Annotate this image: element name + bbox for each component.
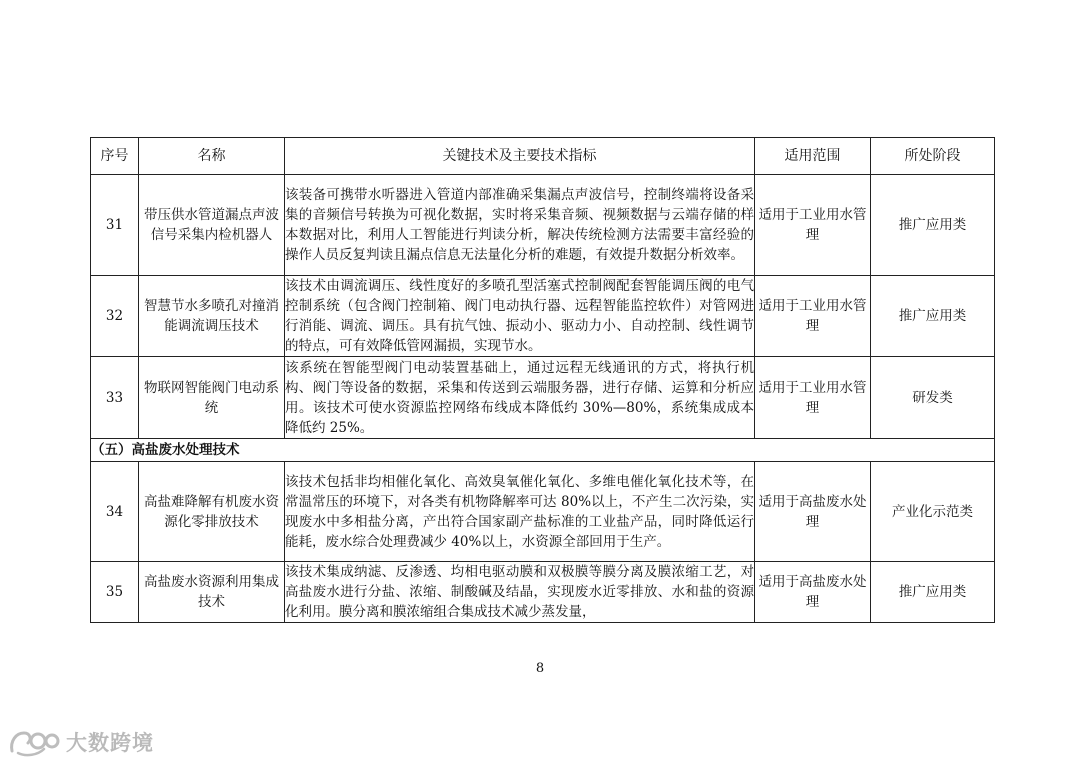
header-name: 名称: [139, 138, 285, 175]
table-header-row: [91, 138, 995, 175]
row-scope: 适用于工业用水管理: [755, 357, 871, 439]
row-desc: 该系统在智能型阀门电动装置基础上，通过远程无线通讯的方式，将执行机构、阀门等设备的数据，采集和传送到云端服务器，进行存储、运算和分析应用。该技术可使水资源监控网络布线成本降低约 30%—80%，系统集成成本降低约 25%。: [285, 357, 755, 439]
row-scope: 适用于高盐废水处理: [755, 462, 871, 562]
row-num: 33: [91, 357, 139, 439]
row-name: 高盐难降解有机废水资源化零排放技术: [139, 462, 285, 562]
row-stage: 研发类: [871, 357, 995, 439]
page-number: 8: [535, 661, 545, 676]
row-name: 带压供水管道漏点声波信号采集内检机器人: [139, 175, 285, 276]
row-num: 35: [91, 562, 139, 623]
table-row: [91, 462, 995, 562]
row-name: 智慧节水多喷孔对撞消能调流调压技术: [139, 276, 285, 357]
row-desc: 该技术由调流调压、线性度好的多喷孔型活塞式控制阀配套智能调压阀的电气控制系统（包含阀门控制箱、阀门电动执行器、远程智能监控软件）对管网进行消能、调流、调压。具有抗气蚀、振动小、驱动力小、自动控制、线性调节的特点，可有效降低管网漏损，实现节水。: [285, 276, 755, 357]
header-stage: 所处阶段: [871, 138, 995, 175]
row-stage: 推广应用类: [871, 175, 995, 276]
row-desc: 该技术集成纳滤、反渗透、均相电驱动膜和双极膜等膜分离及膜浓缩工艺，对高盐废水进行分盐、浓缩、制酸碱及结晶，实现废水近零排放、水和盐的资源化利用。膜分离和膜浓缩组合集成技术减少蒸发量，: [285, 562, 755, 623]
table-row: [91, 175, 995, 276]
watermark: [8, 726, 154, 758]
row-desc: 该装备可携带水听器进入管道内部准确采集漏点声波信号，控制终端将设备采集的音频信号转换为可视化数据，实时将采集音频、视频数据与云端存储的样本数据对比，利用人工智能进行判读分析，解决传统检测方法需要丰富经验的操作人员反复判读且漏点信息无法量化分析的难题，有效提升数据分析效率。: [285, 175, 755, 276]
table-row: [91, 276, 995, 357]
row-stage: 产业化示范类: [871, 462, 995, 562]
header-scope: 适用范围: [755, 138, 871, 175]
row-desc: 该技术包括非均相催化氧化、高效臭氧催化氧化、多维电催化氧化技术等，在常温常压的环境下，对各类有机物降解率可达 80%以上，不产生二次污染，实现废水中多相盐分离，产出符合国家副产盐标准的工业盐产品，同时降低运行能耗，废水综合处理费减少 40%以上，水资源全部回用于生产。: [285, 462, 755, 562]
technology-table: [90, 137, 995, 623]
row-num: 32: [91, 276, 139, 357]
table-row: [91, 357, 995, 439]
watermark-text: 大数跨境: [66, 731, 154, 755]
row-scope: 适用于工业用水管理: [755, 175, 871, 276]
row-scope: 适用于高盐废水处理: [755, 562, 871, 623]
row-name: 高盐废水资源利用集成技术: [139, 562, 285, 623]
header-num: 序号: [91, 138, 139, 175]
section-title: （五）高盐废水处理技术: [91, 439, 995, 462]
row-stage: 推广应用类: [871, 276, 995, 357]
table-row: [91, 562, 995, 623]
row-num: 31: [91, 175, 139, 276]
row-scope: 适用于工业用水管理: [755, 276, 871, 357]
row-num: 34: [91, 462, 139, 562]
section-row: [91, 439, 995, 462]
watermark-logo-icon: [8, 727, 60, 757]
row-stage: 推广应用类: [871, 562, 995, 623]
header-tech: 关键技术及主要技术指标: [285, 138, 755, 175]
row-name: 物联网智能阀门电动系统: [139, 357, 285, 439]
